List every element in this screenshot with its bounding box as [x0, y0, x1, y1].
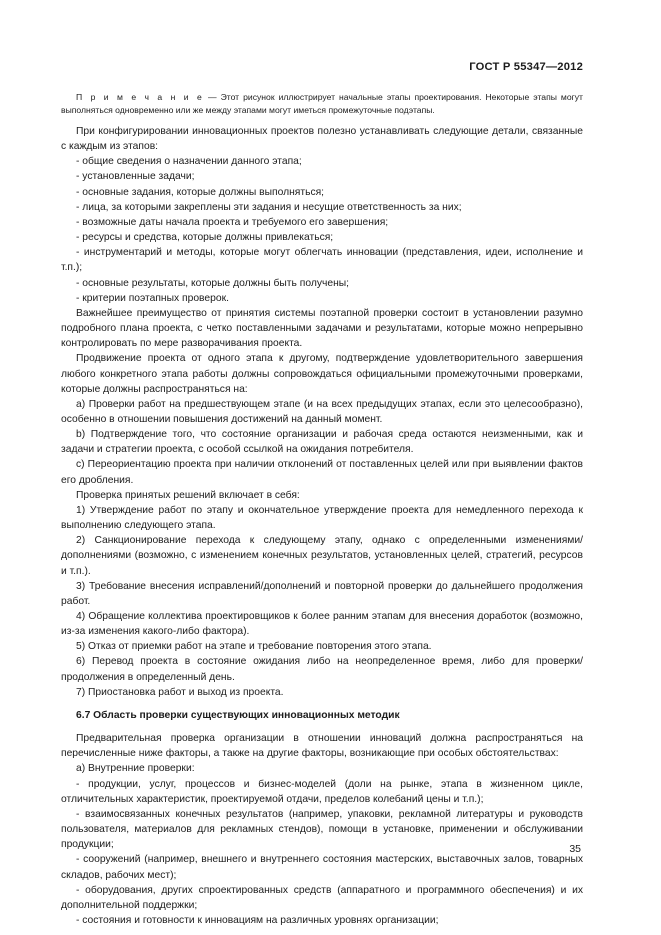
list-item: - лица, за которыми закреплены эти задания и несущие ответственность за них; [76, 201, 462, 213]
document-body [61, 91, 583, 928]
list-item: 6) Перевод проекта в состояние ожидания либо на неопределенное время, либо для проверки/продолжения в определенный день. [61, 656, 583, 683]
list-item: 7) Приостановка работ и выход из проекта. [76, 686, 284, 698]
section-heading: 6.7 Область проверки существующих инновационных методик [76, 709, 400, 721]
page-number: 35 [569, 843, 581, 855]
list-item: - основные результаты, которые должны быть получены; [76, 277, 350, 289]
list-item: - критерии поэтапных проверок. [76, 292, 229, 304]
note-text: — Этот рисунок иллюстрирует начальные этапы проектирования. Некоторые этапы могут выполняться одновременно или же между этапами могут иметься промежуточные подэтапы. [61, 92, 583, 115]
list-item: 3) Требование внесения исправлений/дополнений и повторной проверки до дальнейшего продолжения работ. [61, 580, 583, 607]
list-item: - основные задания, которые должны выполняться; [76, 186, 325, 198]
list-item: 4) Обращение коллектива проектировщиков к более ранним этапам для внесения доработок (возможно, из-за изменения какого-либо фактора). [61, 611, 583, 638]
list-item: - возможные даты начала проекта и требуемого его завершения; [76, 216, 389, 228]
list-item: а) Внутренние проверки: [76, 763, 195, 775]
paragraph: Продвижение проекта от одного этапа к другому, подтверждение удовлетворительного завершения любого конкретного этапа работы должны сопровождаться официальными промежуточными проверками, которые должны распространяться на: [61, 353, 583, 395]
note-paragraph [61, 91, 583, 117]
list-item: - установленные задачи; [76, 171, 195, 183]
list-item: c) Переориентацию проекта при наличии отклонений от поставленных целей или при выявлении фактов его дробления. [61, 459, 583, 486]
list-item: - сооружений (например, внешнего и внутреннего состояния мастерских, выставочных залов, товарных складов, рабочих мест); [61, 854, 583, 881]
paragraph: Важнейшее преимущество от принятия системы поэтапной проверки состоит в установлении разумно подробного плана проекта, с четко поставленными задачами и результатами, которые можно непрерывно контролировать по мере разворачивания проекта. [61, 307, 583, 350]
note-label: П р и м е ч а н и е [76, 92, 204, 102]
standard-code: ГОСТ Р 55347—2012 [469, 61, 583, 73]
paragraph: Проверка принятых решений включает в себя: [76, 489, 300, 501]
list-item: - состояния и готовности к инновациям на различных уровнях организации; [76, 914, 439, 926]
list-item: a) Проверки работ на предшествующем этапе (и на всех предыдущих этапах, если это целесообразно), особенно в отношении повышения достижений на данный момент. [61, 398, 583, 425]
list-item: - инструментарий и методы, которые могут облегчать инновации (представления, идеи, исполнение и т.п.); [61, 247, 583, 274]
list-item: - взаимосвязанных конечных результатов (например, упаковки, рекламной литературы и руководств пользователя, материалов для рекламных стендов), помощи в установке, применении и обслуживании продукции; [61, 808, 583, 851]
paragraph: При конфигурировании инновационных проектов полезно устанавливать следующие детали, связанные с каждым из этапов: [61, 126, 583, 153]
list-item: b) Подтверждение того, что состояние организации и рабочая среда остаются неизменными, как и задачи и стратегии проекта, с особой ссылкой на ожидания потребителя. [61, 429, 583, 456]
list-item: - продукции, услуг, процессов и бизнес-моделей (доли на рынке, этапа в жизненном цикле, отличительных характеристик, проектируемой отдачи, пределов колебаний цены и т.п.); [61, 778, 583, 805]
list-item: 1) Утверждение работ по этапу и окончательное утверждение проекта для немедленного перехода к выполнению следующего этапа. [61, 504, 583, 532]
list-item: - оборудования, других спроектированных средств (аппаратного и программного обеспечения) и их дополнительной поддержки; [61, 884, 583, 911]
list-item: - общие сведения о назначении данного этапа; [76, 156, 302, 168]
list-item: 5) Отказ от приемки работ на этапе и требование повторения этого этапа. [76, 641, 432, 653]
paragraph: Предварительная проверка организации в отношении инноваций должна распространяться на перечисленные ниже факторы, а также на другие факторы, возникающие при особых обстоятельствах: [61, 733, 583, 760]
list-item: 2) Санкционирование перехода к следующему этапу, однако с определенными изменениями/дополнениями (возможно, с изменением конечных результатов, установленных целей, стратегий, ресурсов и т.п.). [61, 535, 583, 577]
list-item: - ресурсы и средства, которые должны привлекаться; [76, 232, 334, 244]
